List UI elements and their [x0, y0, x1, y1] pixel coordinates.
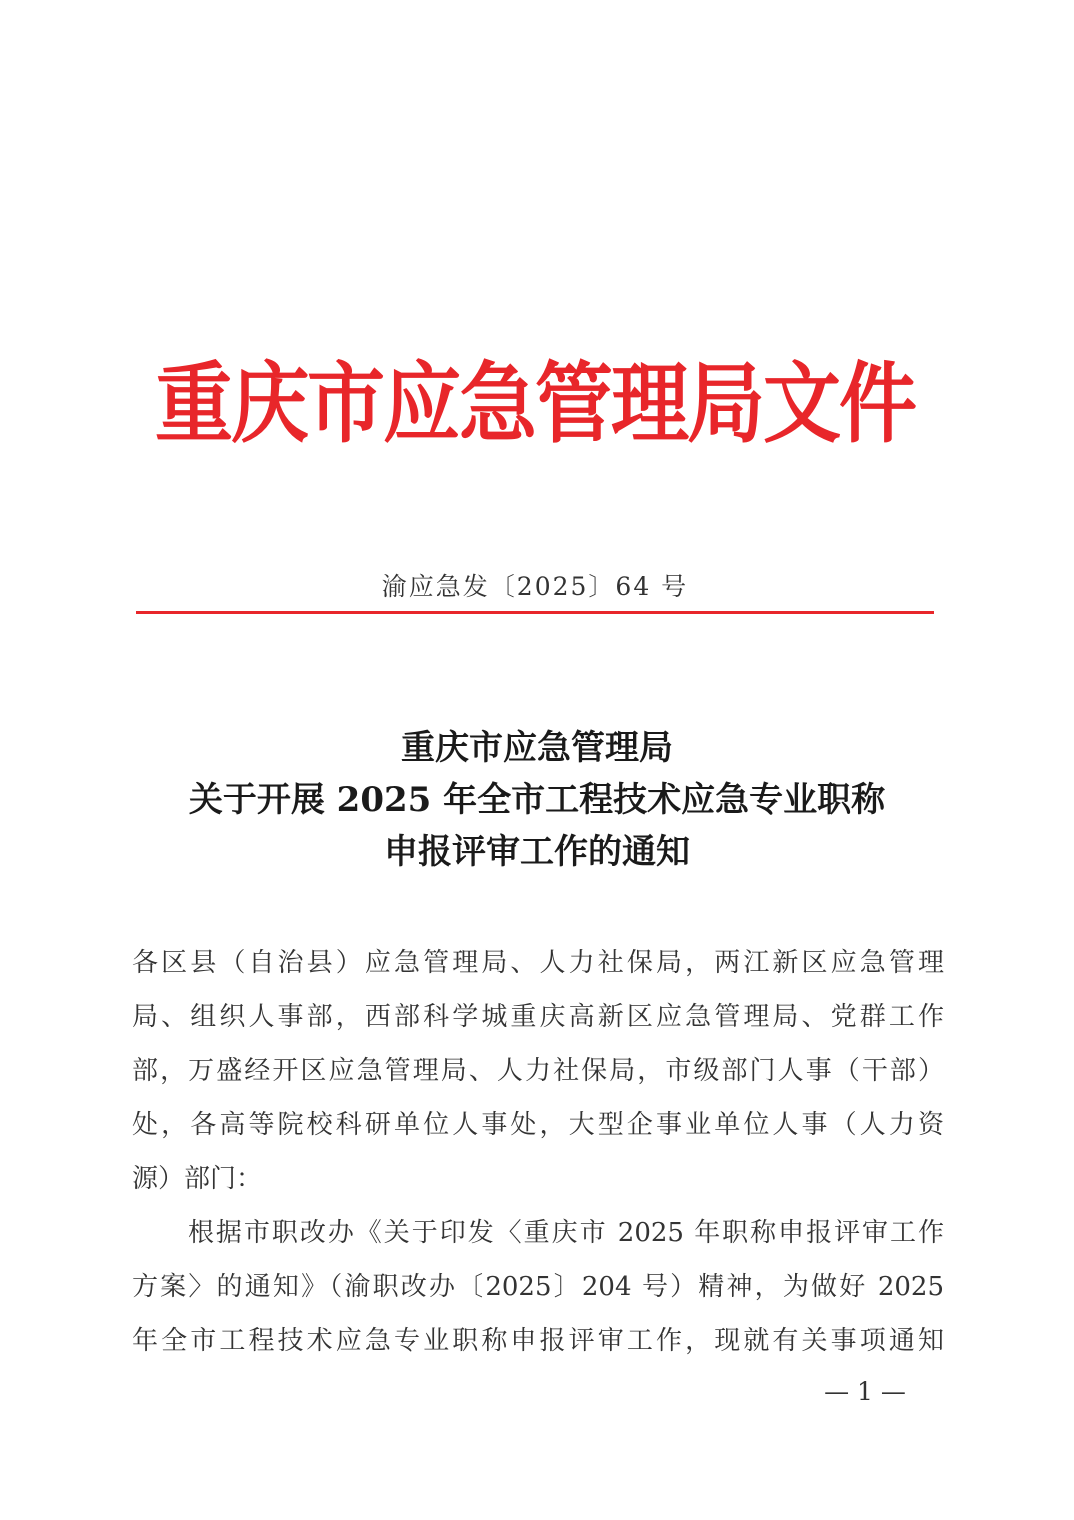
body-line: 方案〉的通知》（渝职改办〔2025〕204 号）精神，为做好 2025 [132, 1272, 944, 1302]
body-line: 局、组织人事部，西部科学城重庆高新区应急管理局、党群工作 [132, 1002, 944, 1032]
notice-body [132, 940, 944, 1372]
title-line-subject-end: 申报评审工作的通知 [384, 832, 690, 872]
title-line-issuer: 重庆市应急管理局 [401, 728, 673, 768]
body-line: 根据市职改办《关于印发〈重庆市 2025 年职称申报评审工作 [132, 1218, 944, 1248]
body-line: 部，万盛经开区应急管理局、人力社保局，市级部门人事（干部） [132, 1056, 944, 1086]
masthead-title: 重庆市应急管理局文件 [154, 354, 915, 456]
body-line: 各区县（自治县）应急管理局、人力社保局，两江新区应急管理 [132, 948, 944, 978]
page-number: — 1 — [824, 1377, 906, 1406]
body-line: 处，各高等院校科研单位人事处，大型企事业单位人事（人力资 [132, 1110, 944, 1140]
document-number: 渝应急发〔2025〕64 号 [381, 572, 689, 601]
red-divider-line [136, 611, 934, 614]
title-line-subject: 关于开展 2025 年全市工程技术应急专业职称 [188, 780, 886, 820]
body-line: 源）部门： [132, 1164, 263, 1194]
notice-title [100, 722, 974, 878]
body-line: 年全市工程技术应急专业职称申报评审工作，现就有关事项通知 [132, 1326, 944, 1356]
